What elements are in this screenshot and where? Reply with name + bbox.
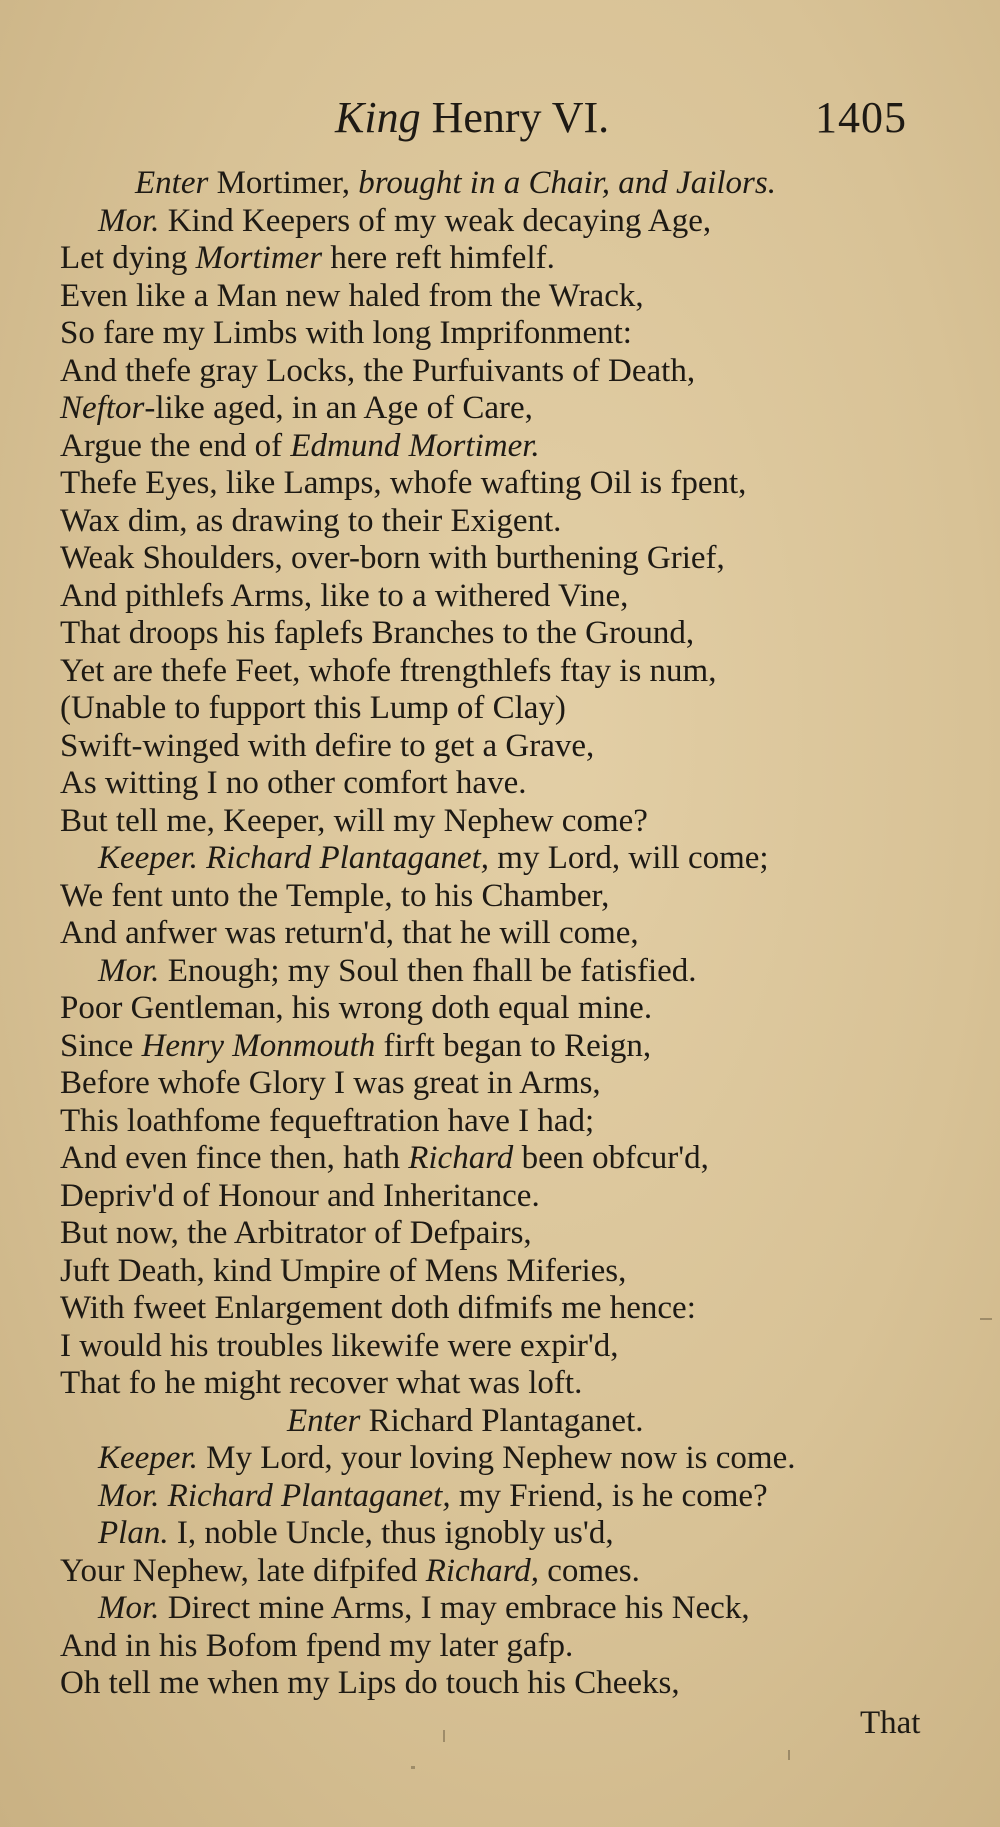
verse-line: [0, 1215, 1000, 1253]
verse-line: [0, 390, 1000, 428]
italic-text: Mor.: [98, 202, 160, 239]
verse-line: [0, 465, 1000, 503]
italic-text: Mor.: [98, 952, 160, 989]
running-title: [335, 92, 609, 143]
italic-text: Keeper. Richard Plantaganet,: [98, 840, 490, 876]
verse-line: [0, 803, 1000, 841]
roman-text: Juft Death, kind Umpire of Mens Miferies,: [60, 1252, 627, 1289]
verse-line: [0, 1403, 1000, 1441]
verse-line: [0, 1515, 1000, 1553]
verse-line: [0, 728, 1000, 766]
italic-text: Richard: [408, 1140, 514, 1176]
roman-text: Yet are thefe Feet, whofe ftrengthlefs ftay is num,: [60, 652, 717, 689]
verse-line: [0, 278, 1000, 316]
roman-text: Argue the end of: [60, 427, 291, 464]
verse-line: [0, 1365, 1000, 1403]
italic-text: Keeper.: [98, 1440, 198, 1476]
italic-text: Neftor: [60, 390, 145, 426]
italic-text: Mor. Richard Plantaganet,: [98, 1477, 451, 1514]
roman-text: Poor Gentleman, his wrong doth equal mine.: [60, 990, 653, 1026]
verse-line: [0, 1628, 1000, 1666]
verse-line: [0, 915, 1000, 953]
roman-text: Kind Keepers of my weak decaying Age,: [159, 202, 712, 239]
verse-line: [0, 1178, 1000, 1216]
verse-line: [0, 1590, 1000, 1628]
running-title-roman: Henry VI.: [420, 93, 610, 142]
italic-text: Plan.: [98, 1515, 169, 1551]
roman-text: And pithlefs Arms, like to a withered Vine,: [60, 577, 629, 614]
verse-line: [0, 203, 1000, 241]
verse-line: [0, 165, 1000, 203]
verse-line: [0, 540, 1000, 578]
verse-line: [0, 1328, 1000, 1366]
paper-speck: [443, 1730, 445, 1742]
roman-text: My Lord, your loving Nephew now is come.: [197, 1440, 796, 1476]
roman-text: That fo he might recover what was loft.: [60, 1365, 583, 1401]
verse-line: [0, 1140, 1000, 1178]
roman-text: my Lord, will come;: [489, 840, 769, 876]
verse-line: [0, 840, 1000, 878]
verse-line: [0, 1065, 1000, 1103]
paper-speck: [788, 1750, 790, 1760]
roman-text: my Friend, is he come?: [450, 1477, 768, 1514]
roman-text: Richard Plantaganet.: [360, 1402, 644, 1439]
roman-text: I, noble Uncle, thus ignobly us'd,: [168, 1515, 614, 1551]
verse-line: [0, 353, 1000, 391]
running-title-italic: King: [335, 93, 421, 142]
roman-text: Since: [60, 1027, 142, 1064]
roman-text: We fent unto the Temple, to his Chamber,: [60, 877, 610, 914]
roman-text: Enough; my Soul then fhall be fatisfied.: [159, 952, 697, 989]
roman-text: Your Nephew, late difpifed: [60, 1552, 426, 1589]
roman-text: Wax dim, as drawing to their Exigent.: [60, 502, 562, 539]
roman-text: So fare my Limbs with long Imprifonment:: [60, 315, 632, 351]
verse-line: [0, 953, 1000, 991]
roman-text: And even fince then, hath: [60, 1140, 409, 1176]
roman-text: I would his troubles likewife were expir'd,: [60, 1327, 619, 1364]
roman-text: -like aged, in an Age of Care,: [144, 390, 533, 426]
running-header: [0, 92, 1000, 152]
page-number: 1405: [815, 93, 907, 142]
roman-text: And anfwer was return'd, that he will come,: [60, 915, 639, 951]
verse-line: [0, 690, 1000, 728]
verse-line: [0, 1440, 1000, 1478]
roman-text: firft began to Reign,: [375, 1027, 652, 1064]
verse-line: [0, 428, 1000, 466]
roman-text: Let dying: [60, 240, 196, 276]
roman-text: But tell me, Keeper, will my Nephew come?: [60, 802, 648, 839]
verse-line: [0, 1290, 1000, 1328]
roman-text: But now, the Arbitrator of Defpairs,: [60, 1215, 532, 1251]
verse-line: [0, 240, 1000, 278]
roman-text: Before whofe Glory I was great in Arms,: [60, 1065, 601, 1101]
roman-text: Depriv'd of Honour and Inheritance.: [60, 1177, 540, 1214]
catchword: That: [860, 1705, 921, 1741]
paper-speck: [980, 1318, 992, 1320]
roman-text: Direct mine Arms, I may embrace his Neck,: [159, 1590, 750, 1626]
roman-text: As witting I no other comfort have.: [60, 765, 527, 801]
verse-line: [0, 990, 1000, 1028]
verse-line: [0, 1553, 1000, 1591]
roman-text: And thefe gray Locks, the Purfuivants of Death,: [60, 352, 696, 389]
roman-text: here reft himfelf.: [322, 240, 555, 276]
roman-text: And in his Bofom fpend my later gafp.: [60, 1627, 574, 1664]
roman-text: (Unable to fupport this Lump of Clay): [60, 690, 566, 726]
roman-text: been obfcur'd,: [513, 1140, 709, 1176]
verse-line: [0, 653, 1000, 691]
verse-line: [0, 1665, 1000, 1703]
verse-line: [0, 503, 1000, 541]
italic-text: Edmund Mortimer.: [290, 427, 540, 464]
verse-line: [0, 578, 1000, 616]
italic-text: Mor.: [98, 1590, 160, 1626]
verse-line: [0, 615, 1000, 653]
italic-text: Henry Monmouth: [141, 1027, 376, 1064]
roman-text: Swift-winged with defire to get a Grave,: [60, 727, 595, 764]
roman-text: This loathfome fequeftration have I had;: [60, 1102, 595, 1139]
verse-line: [0, 1103, 1000, 1141]
roman-text: Mortimer,: [208, 165, 359, 201]
roman-text: comes.: [539, 1552, 640, 1589]
roman-text: That droops his faplefs Branches to the Ground,: [60, 615, 695, 651]
roman-text: Weak Shoulders, over-born with burthening Grief,: [60, 540, 725, 576]
paper-speck: [411, 1766, 415, 1769]
italic-text: Enter: [135, 165, 209, 201]
verse-line: [0, 315, 1000, 353]
verse-line: [0, 1028, 1000, 1066]
roman-text: Thefe Eyes, like Lamps, whofe wafting Oil is fpent,: [60, 465, 747, 501]
italic-text: Enter: [287, 1402, 361, 1439]
verse-line: [0, 1478, 1000, 1516]
roman-text: With fweet Enlargement doth difmifs me hence:: [60, 1290, 696, 1326]
italic-text: brought in a Chair, and Jailors.: [358, 165, 776, 201]
verse-text: [0, 165, 1000, 1703]
italic-text: Richard,: [425, 1552, 540, 1589]
roman-text: Even like a Man new haled from the Wrack,: [60, 277, 644, 314]
verse-line: [0, 1253, 1000, 1291]
verse-line: [0, 878, 1000, 916]
italic-text: Mortimer: [195, 240, 323, 276]
verse-line: [0, 765, 1000, 803]
roman-text: Oh tell me when my Lips do touch his Cheeks,: [60, 1665, 680, 1701]
